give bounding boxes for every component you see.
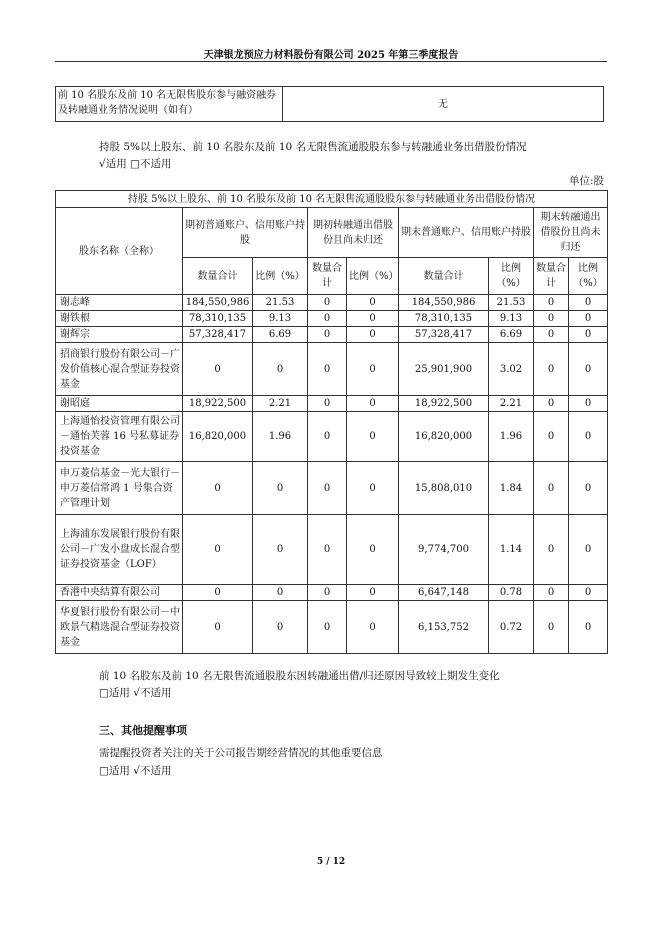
holder-name: 香港中央结算有限公司 <box>56 585 183 601</box>
cell: 0 <box>534 295 569 311</box>
table-row <box>56 515 608 585</box>
cell: 0 <box>569 327 608 343</box>
sub-ratio: 比例（%） <box>489 258 534 295</box>
table-row <box>56 295 608 311</box>
holder-name: 谢昭庭 <box>56 396 183 412</box>
cell: 0 <box>253 515 308 585</box>
note-value: 无 <box>283 87 604 122</box>
cell: 1.96 <box>253 412 308 462</box>
cell: 78,310,135 <box>399 311 489 327</box>
sub-qty: 数量合计 <box>399 258 489 295</box>
holder-name: 申万菱信基金－光大银行－申万菱信常鸿 1 号集合资产管理计划 <box>56 462 183 515</box>
section-title: 三、其他提醒事项 <box>99 724 187 737</box>
sub-ratio: 比例（%） <box>569 258 608 295</box>
holder-name: 上海浦东发展银行股份有限公司－广发小盘成长混合型证券投资基金（LOF） <box>56 515 183 585</box>
change-text: 前 10 名股东及前 10 名无限售流通股股东因转融通出借/归还原因导致较上期发生变化 <box>99 670 500 682</box>
cell: 6.69 <box>253 327 308 343</box>
cell: 0 <box>308 295 347 311</box>
cell: 9.13 <box>489 311 534 327</box>
cell: 0 <box>347 585 399 601</box>
holder-name: 谢铁根 <box>56 311 183 327</box>
cell: 0 <box>569 343 608 396</box>
cell: 1.84 <box>489 462 534 515</box>
cell: 0 <box>308 412 347 462</box>
holder-name: 招商银行股份有限公司－广发价值核心混合型证券投资基金 <box>56 343 183 396</box>
cell: 6.69 <box>489 327 534 343</box>
holder-name: 上海通怡投资管理有限公司－通怡芙蓉 16 号私募证券投资基金 <box>56 412 183 462</box>
cell: 0 <box>534 311 569 327</box>
cell: 0 <box>308 311 347 327</box>
group-closing-lent: 期末转融通出借股份且尚未归还 <box>534 208 608 258</box>
header-rule <box>55 61 607 62</box>
cell: 0 <box>253 585 308 601</box>
lending-heading: 持股 5%以上股东、前 10 名股东及前 10 名无限售流通股股东参与转融通业务出借股份情况 <box>99 141 527 153</box>
sub-ratio: 比例（%） <box>347 258 399 295</box>
note-label: 前 10 名股东及前 10 名无限售股东参与融资融券及转融通业务情况说明（如有） <box>56 87 283 122</box>
cell: 0 <box>347 295 399 311</box>
cell: 9,774,700 <box>399 515 489 585</box>
cell: 18,922,500 <box>183 396 253 412</box>
cell: 0 <box>308 396 347 412</box>
group-closing-holding: 期末普通账户、信用账户持股 <box>399 208 534 258</box>
cell: 0 <box>183 601 253 654</box>
holder-name: 华夏银行股份有限公司－中欧景气精选混合型证券投资基金 <box>56 601 183 654</box>
table-row <box>56 601 608 654</box>
cell: 0 <box>347 515 399 585</box>
cell: 2.21 <box>489 396 534 412</box>
cell: 0 <box>569 412 608 462</box>
cell: 21.53 <box>253 295 308 311</box>
cell: 0 <box>569 585 608 601</box>
cell: 0 <box>569 311 608 327</box>
table-row <box>56 585 608 601</box>
cell: 184,550,986 <box>183 295 253 311</box>
change-options: □适用 √不适用 <box>99 687 172 699</box>
cell: 0 <box>253 343 308 396</box>
cell: 0 <box>534 601 569 654</box>
cell: 0 <box>347 412 399 462</box>
cell: 0 <box>183 462 253 515</box>
cell: 15,808,010 <box>399 462 489 515</box>
cell: 0 <box>569 462 608 515</box>
cell: 6,153,752 <box>399 601 489 654</box>
cell: 0 <box>308 462 347 515</box>
sub-qty: 数量合计 <box>534 258 569 295</box>
cell: 21.53 <box>489 295 534 311</box>
sub-qty: 数量合计 <box>183 258 253 295</box>
cell: 1.96 <box>489 412 534 462</box>
cell: 0 <box>347 601 399 654</box>
cell: 0 <box>183 343 253 396</box>
cell: 0 <box>347 311 399 327</box>
cell: 0 <box>253 462 308 515</box>
section-options: □适用 √不适用 <box>99 765 172 777</box>
section-text: 需提醒投资者关注的关于公司报告期经营情况的其他重要信息 <box>99 747 383 759</box>
cell: 57,328,417 <box>399 327 489 343</box>
cell: 6,647,148 <box>399 585 489 601</box>
sub-qty: 数量合计 <box>308 258 347 295</box>
cell: 0 <box>534 343 569 396</box>
cell: 0 <box>569 601 608 654</box>
report-header: 天津银龙预应力材料股份有限公司 2025 年第三季度报告 <box>203 50 459 61</box>
table-row <box>56 412 608 462</box>
cell: 1.14 <box>489 515 534 585</box>
cell: 0 <box>308 343 347 396</box>
cell: 0 <box>534 412 569 462</box>
unit-label: 单位:股 <box>568 175 604 187</box>
cell: 184,550,986 <box>399 295 489 311</box>
cell: 0 <box>347 327 399 343</box>
col-holder-name: 股东名称（全称） <box>56 208 183 295</box>
page-number: 5 / 12 <box>316 857 346 867</box>
table-row <box>56 327 608 343</box>
cell: 0 <box>569 396 608 412</box>
cell: 57,328,417 <box>183 327 253 343</box>
table-row <box>56 343 608 396</box>
table-title: 持股 5%以上股东、前 10 名股东及前 10 名无限售流通股股东参与转融通业务出借股份情况 <box>56 191 608 208</box>
table-row <box>56 462 608 515</box>
cell: 78,310,135 <box>183 311 253 327</box>
cell: 0 <box>347 343 399 396</box>
cell: 0 <box>569 515 608 585</box>
lending-table <box>55 190 608 654</box>
cell: 0 <box>347 396 399 412</box>
lending-options: √适用 □不适用 <box>99 158 172 170</box>
cell: 0 <box>534 327 569 343</box>
cell: 0 <box>308 327 347 343</box>
cell: 0.78 <box>489 585 534 601</box>
cell: 2.21 <box>253 396 308 412</box>
table-row <box>56 311 608 327</box>
cell: 0 <box>183 515 253 585</box>
cell: 0 <box>534 515 569 585</box>
holder-name: 谢志峰 <box>56 295 183 311</box>
cell: 0 <box>183 585 253 601</box>
cell: 0.72 <box>489 601 534 654</box>
holder-name: 谢辉宗 <box>56 327 183 343</box>
group-opening-lent: 期初转融通出借股份且尚未归还 <box>308 208 399 258</box>
cell: 0 <box>308 601 347 654</box>
cell: 0 <box>308 585 347 601</box>
group-opening-holding: 期初普通账户、信用账户持股 <box>183 208 308 258</box>
cell: 0 <box>308 515 347 585</box>
table-row <box>56 396 608 412</box>
cell: 18,922,500 <box>399 396 489 412</box>
cell: 0 <box>253 601 308 654</box>
cell: 3.02 <box>489 343 534 396</box>
cell: 16,820,000 <box>183 412 253 462</box>
cell: 16,820,000 <box>399 412 489 462</box>
cell: 0 <box>534 396 569 412</box>
cell: 0 <box>534 585 569 601</box>
cell: 25,901,900 <box>399 343 489 396</box>
cell: 0 <box>534 462 569 515</box>
sub-ratio: 比例（%） <box>253 258 308 295</box>
cell: 0 <box>347 462 399 515</box>
cell: 0 <box>569 295 608 311</box>
cell: 9.13 <box>253 311 308 327</box>
margin-trading-note-table <box>55 86 604 122</box>
